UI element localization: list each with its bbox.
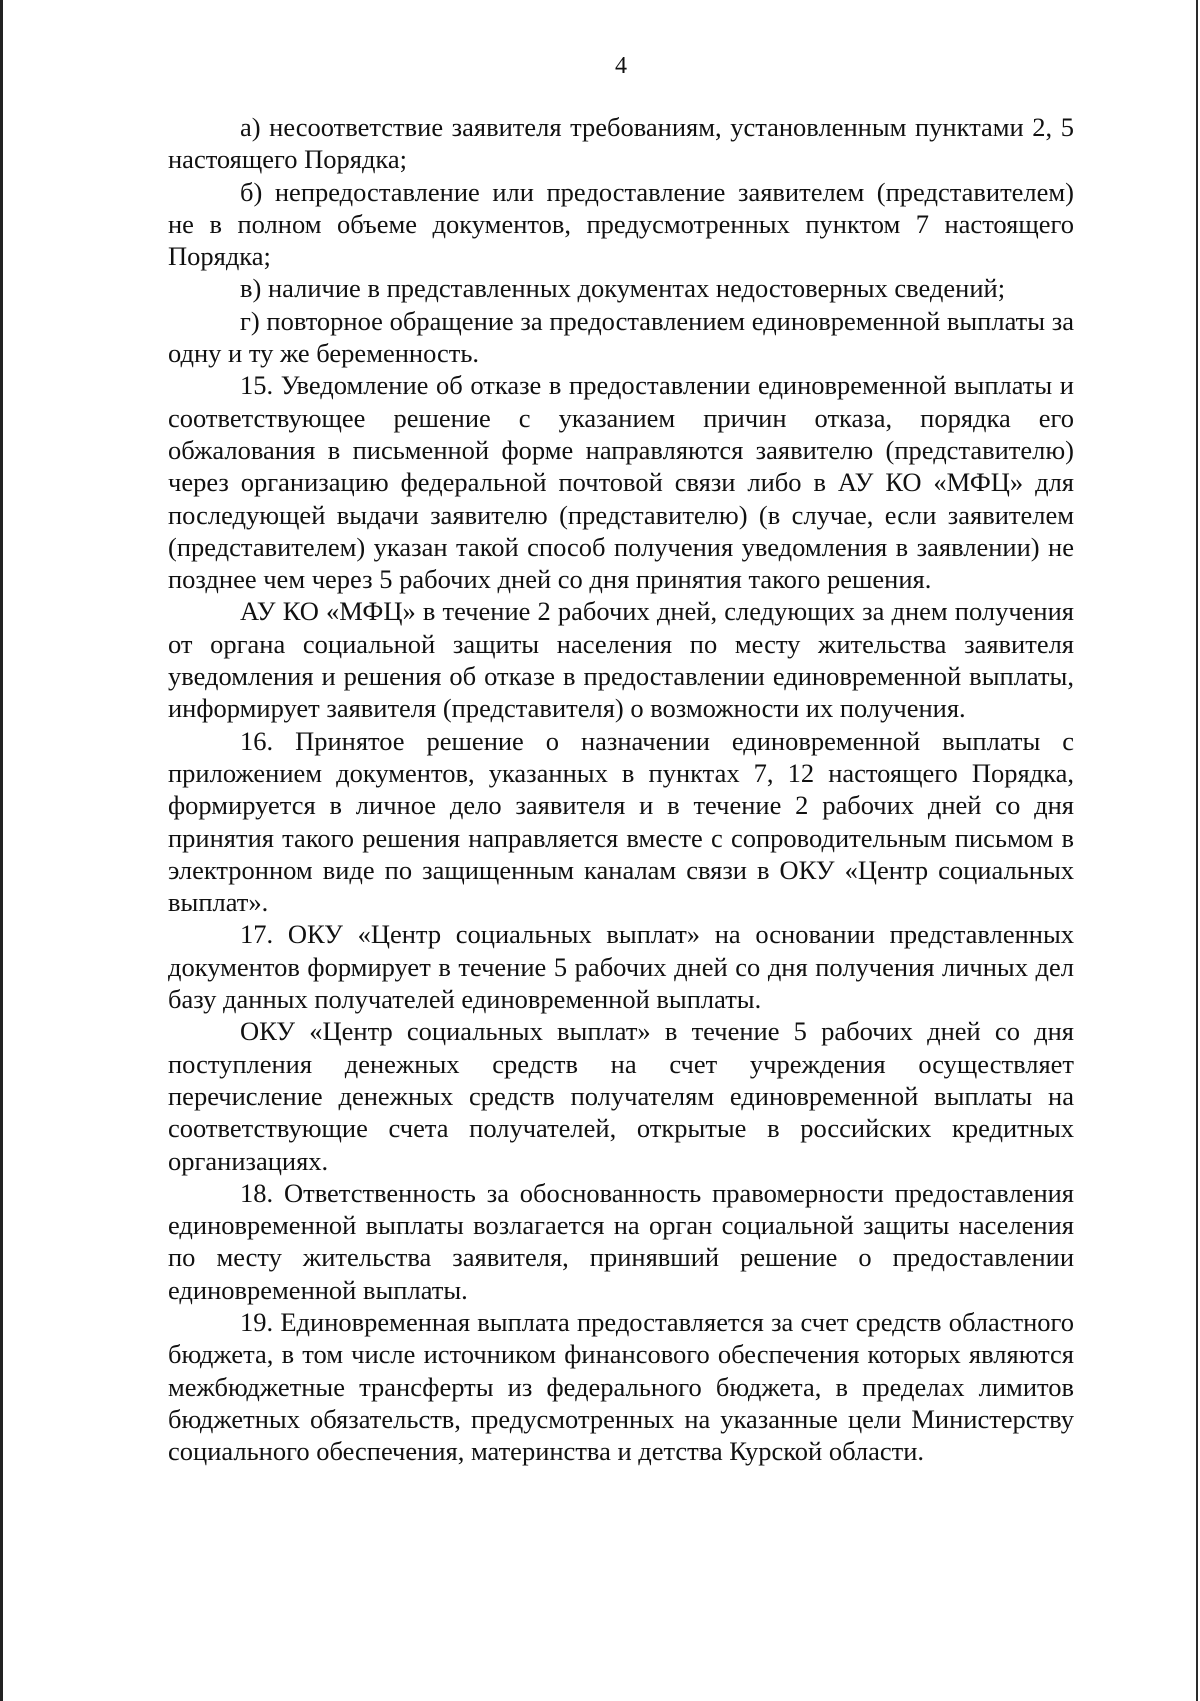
clause-19: 19. Единовременная выплата предоставляется за счет средств областного бюджета, в том числе источником финансового обеспечения которых являются межбюджетные трансферты из федерального бюджета, в пределах лимитов бюджетных обязательств, предусмотренных на указанные цели Министерству социального обеспечения, материнства и детства Курской области. [168, 1306, 1074, 1467]
item-v: в) наличие в представленных документах недостоверных сведений; [240, 273, 1006, 304]
scan-edge-left [0, 0, 3, 1701]
page-number: 4 [615, 53, 627, 79]
item-g: г) повторное обращение за предоставлением единовременной выплаты за одну и ту же беременность. [168, 305, 1074, 369]
clause-15-mfc: АУ КО «МФЦ» в течение 2 рабочих дней, следующих за днем получения от органа социальной защиты населения по месту жительства заявителя уведомления и решения об отказе в предоставлении единовременной выплаты, информирует заявителя (представителя) о возможности их получения. [168, 596, 1074, 724]
clause-17-transfer: ОКУ «Центр социальных выплат» в течение 5 рабочих дней со дня поступления денежных средств на счет учреждения осуществляет перечисление денежных средств получателям единовременной выплаты на соответствующие счета получателей, открытые в российских кредитных организациях. [168, 1016, 1074, 1176]
clause-15: 15. Уведомление об отказе в предоставлении единовременной выплаты и соответствующее решение с указанием причин отказа, порядка его обжалования в письменной форме направляются заявителю (представителю) через организацию федеральной почтовой связи либо в АУ КО «МФЦ» для последующей выдачи заявителю (представителю) (в случае, если заявителем (представителем) указан такой способ получения уведомления в заявлении) не позднее чем через 5 рабочих дней со дня принятия такого решения. [168, 370, 1074, 595]
item-b: б) непредоставление или предоставление заявителем (представителем) не в полном объеме документов, предусмотренных пунктом 7 настоящего Порядка; [168, 176, 1074, 272]
document-body [168, 111, 1074, 1467]
scan-edge-right [1196, 0, 1198, 1701]
item-a: а) несоответствие заявителя требованиям, установленным пунктами 2, 5 настоящего Порядка; [168, 112, 1074, 175]
clause-17: 17. ОКУ «Центр социальных выплат» на основании представленных документов формирует в течение 5 рабочих дней со дня получения личных дел базу данных получателей единовременной выплаты. [168, 919, 1074, 1015]
clause-18: 18. Ответственность за обоснованность правомерности предоставления единовременной выплаты возлагается на орган социальной защиты населения по месту жительства заявителя, принявший решение о предоставлении единовременной выплаты. [168, 1177, 1074, 1305]
clause-16: 16. Принятое решение о назначении единовременной выплаты с приложением документов, указанных в пунктах 7, 12 настоящего Порядка, формируется в личное дело заявителя и в течение 2 рабочих дней со дня принятия такого решения направляется вместе с сопроводительным письмом в электронном виде по защищенным каналам связи в ОКУ «Центр социальных выплат». [168, 725, 1074, 918]
